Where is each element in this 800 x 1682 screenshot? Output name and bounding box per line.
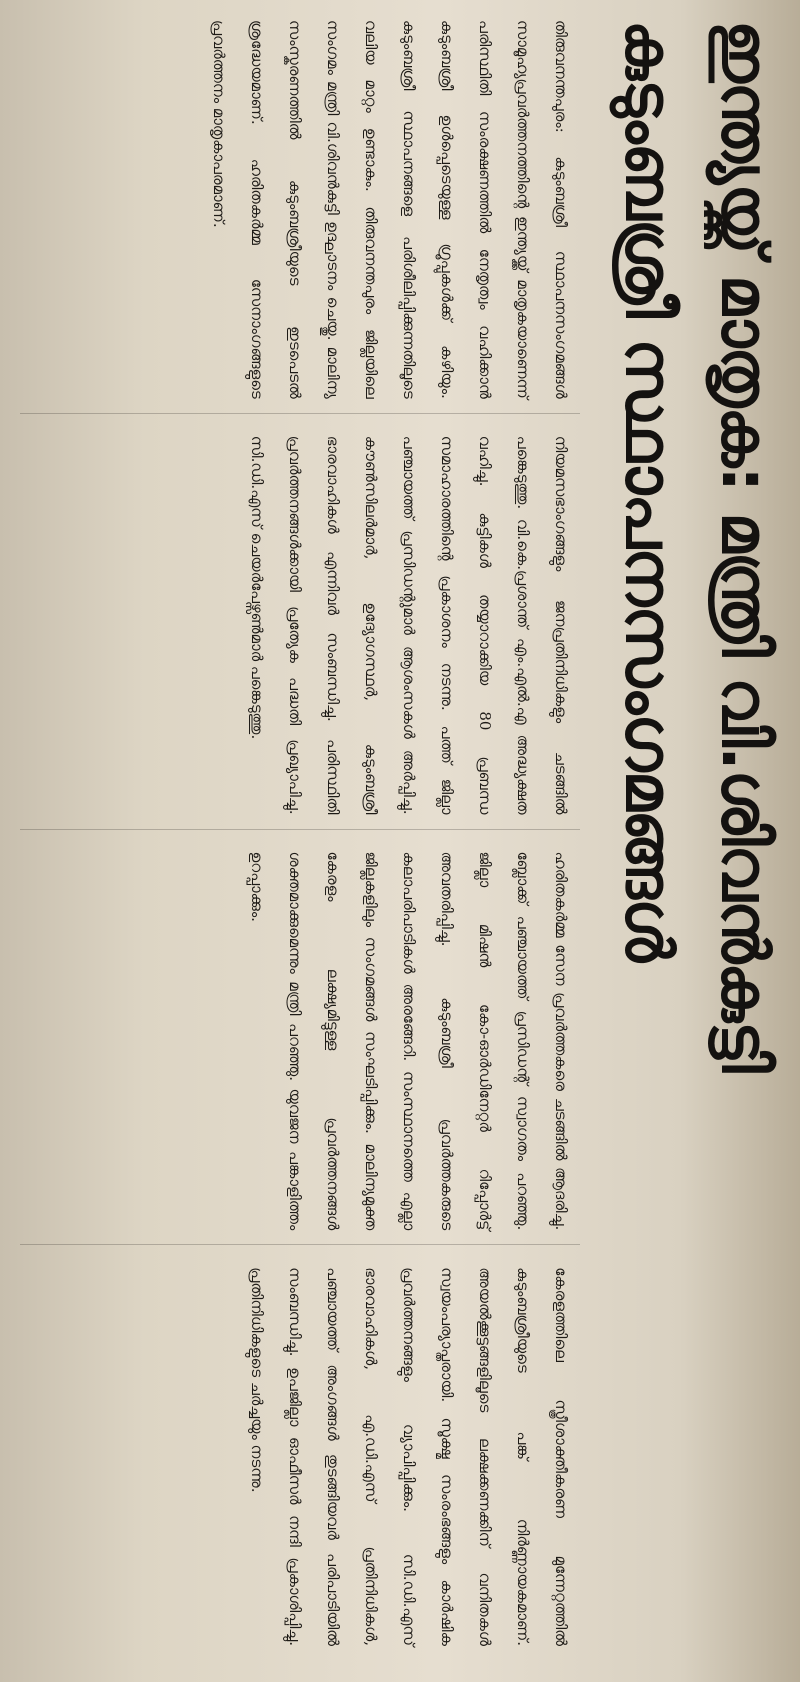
headline-line-2: ഇന്ത്യയ്ക്ക് മാതൃക: മന്ത്രി വി.ശിവൻകുട്ടി — [707, 20, 781, 1072]
headline-line-1: കുടുംബശ്രീ സ്ഥാപനസംഗമങ്ങൾ — [611, 20, 685, 962]
article-column-1: തിരുവനന്തപുരം: കുടുംബശ്രീ സ്ഥാപനസംഗമങ്ങൾ സാമൂഹ്യപ്രവർത്തനത്തിന്റെ ഇന്ത്യയ്ക്ക് മാതൃകയാണെന്ന് പരിസ്ഥിതി സംരക്ഷണത്തിൽ നേതൃത്വം വഹിക്കാൻ കുടുംബശ്രീ ഉൾപ്പെടെയുള്ള ഗ്രൂപ്പുകൾക്ക് കഴിയും. കുടുംബശ്രീ സ്ഥാപനങ്ങളെ പരിശീലിപ്പിക്കുന്നതിലൂടെ വലിയ മാറ്റം ഉണ്ടാകും. തിരുവനന്തപുരം ജില്ലയിലെ സംഗമം മന്ത്രി വി.ശിവൻകുട്ടി ഉദ്ഘാടനം ചെയ്തു. മാലിന്യ സംസ്കരണത്തിൽ കുടുംബശ്രീയുടെ ഇടപെടൽ ശ്രദ്ധേയമാണ്. ഹരിതകർമ്മ സേനാംഗങ്ങളുടെ പ്രവർത്തനം മാതൃകാപരമാണ്. — [20, 20, 580, 414]
article-column-3: ഹരിതകർമ്മ സേന പ്രവർത്തകരെ ചടങ്ങിൽ ആദരിച്ചു. ബ്ലോക്ക് പഞ്ചായത്ത് പ്രസിഡന്റ് സ്വാഗതം പറഞ്ഞു. ജില്ലാ മിഷൻ കോ-ഓർഡിനേറ്റർ റിപ്പോർട്ട് അവതരിപ്പിച്ചു. കുടുംബശ്രീ പ്രവർത്തകരുടെ കലാപരിപാടികൾ അരങ്ങേറി. സംസ്ഥാനത്തെ എല്ലാ ജില്ലകളിലും സംഗമങ്ങൾ സംഘടിപ്പിക്കും. മാലിന്യമുക്ത കേരളം ലക്ഷ്യമിട്ടുള്ള പ്രവർത്തനങ്ങൾ ശക്തമാക്കുമെന്നും മന്ത്രി പറഞ്ഞു. യുവജന പങ്കാളിത്തം ഉറപ്പാക്കും. — [20, 852, 580, 1246]
article-column-2: നിയമസഭാംഗങ്ങളും ജനപ്രതിനിധികളും ചടങ്ങിൽ പങ്കെടുത്തു. വി.കെ.പ്രശാന്ത് എം.എൽ.എ അദ്ധ്യക്ഷത വഹിച്ചു. കുട്ടികൾ തയ്യാറാക്കിയ 80 പ്രബന്ധ സമാഹാരത്തിന്റെ പ്രകാശനം നടന്നു. പത്ത് ജില്ലാ പഞ്ചായത്ത് പ്രസിഡന്റുമാർ ആശംസകൾ അർപ്പിച്ചു. കൗൺസിലർമാർ, ഉദ്യോഗസ്ഥർ, കുടുംബശ്രീ ഭാരവാഹികൾ എന്നിവർ സംബന്ധിച്ചു. പരിസ്ഥിതി പ്രവർത്തനങ്ങൾക്കായി പ്രത്യേക പദ്ധതി പ്രഖ്യാപിച്ചു. സി.ഡി.എസ് ചെയർപേഴ്സൺമാർ പങ്കെടുത്തു. — [20, 436, 580, 830]
article-column-4: കേരളത്തിലെ സ്ത്രീശാക്തീകരണ മുന്നേറ്റത്തിൽ കുടുംബശ്രീയുടെ പങ്ക് നിർണ്ണായകമാണ്. അയൽക്കൂട്ടങ്ങളിലൂടെ ലക്ഷക്കണക്കിന് വനിതകൾ സ്വയംപര്യാപ്തരായി. സൂക്ഷ്മ സംരംഭങ്ങളും കാർഷിക പ്രവർത്തനങ്ങളും വ്യാപിപ്പിക്കും. സി.ഡി.എസ് ഭാരവാഹികൾ, എ.ഡി.എസ് പ്രതിനിധികൾ, പഞ്ചായത്ത് അംഗങ്ങൾ തുടങ്ങിയവർ പരിപാടിയിൽ സംബന്ധിച്ചു. ഉപജില്ലാ ഓഫീസർ നന്ദി പ്രകാശിപ്പിച്ചു. പ്രതിനിധികളുടെ ചർച്ചയും നടന്നു. — [248, 1267, 570, 1646]
article-body — [20, 20, 580, 1660]
